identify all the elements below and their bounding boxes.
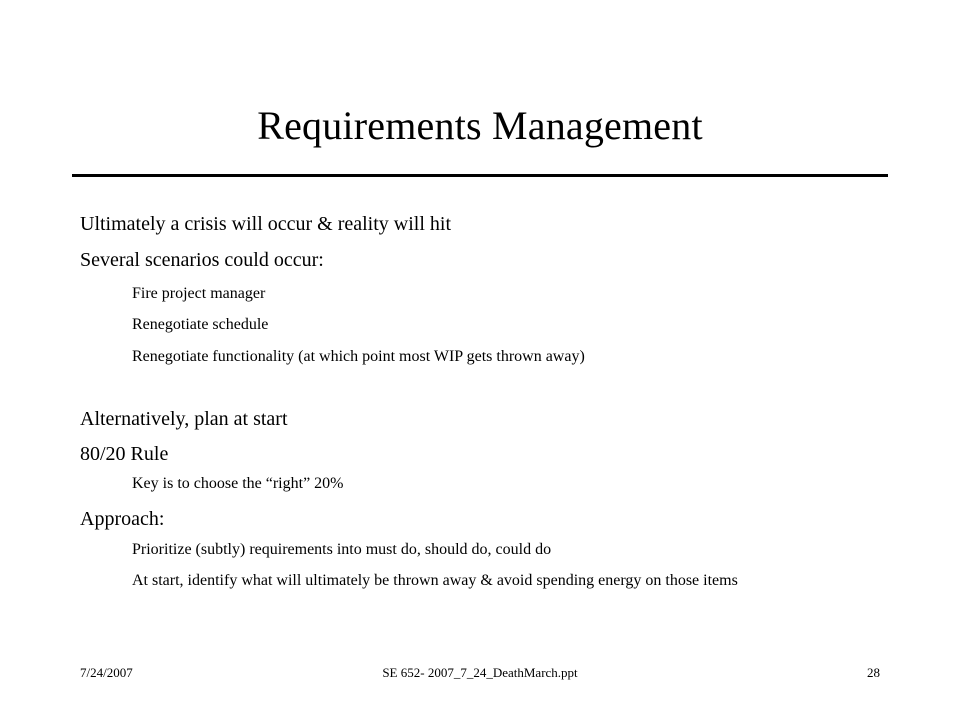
footer-filename: SE 652- 2007_7_24_DeathMarch.ppt [382,665,578,680]
bullet-item: Alternatively, plan at start [80,408,288,430]
bullet-item: Several scenarios could occur: [80,249,324,271]
bullet-item: 80/20 Rule [80,443,169,465]
sub-bullet-item: Fire project manager [132,285,266,302]
sub-bullet-item: Key is to choose the “right” 20% [132,475,344,492]
bullet-item: Approach: [80,508,165,530]
sub-bullet-item: Prioritize (subtly) requirements into must do, should do, could do [132,541,552,558]
sub-bullet-item: Renegotiate functionality (at which point most WIP gets thrown away) [132,348,585,365]
slide-title: Requirements Management [257,103,703,148]
sub-bullet-item: At start, identify what will ultimately be thrown away & avoid spending energy on those items [132,572,738,589]
page-number: 28 [867,665,880,680]
footer-date: 7/24/2007 [80,665,133,680]
bullet-item: Ultimately a crisis will occur & reality will hit [80,213,452,235]
sub-bullet-item: Renegotiate schedule [132,316,269,333]
